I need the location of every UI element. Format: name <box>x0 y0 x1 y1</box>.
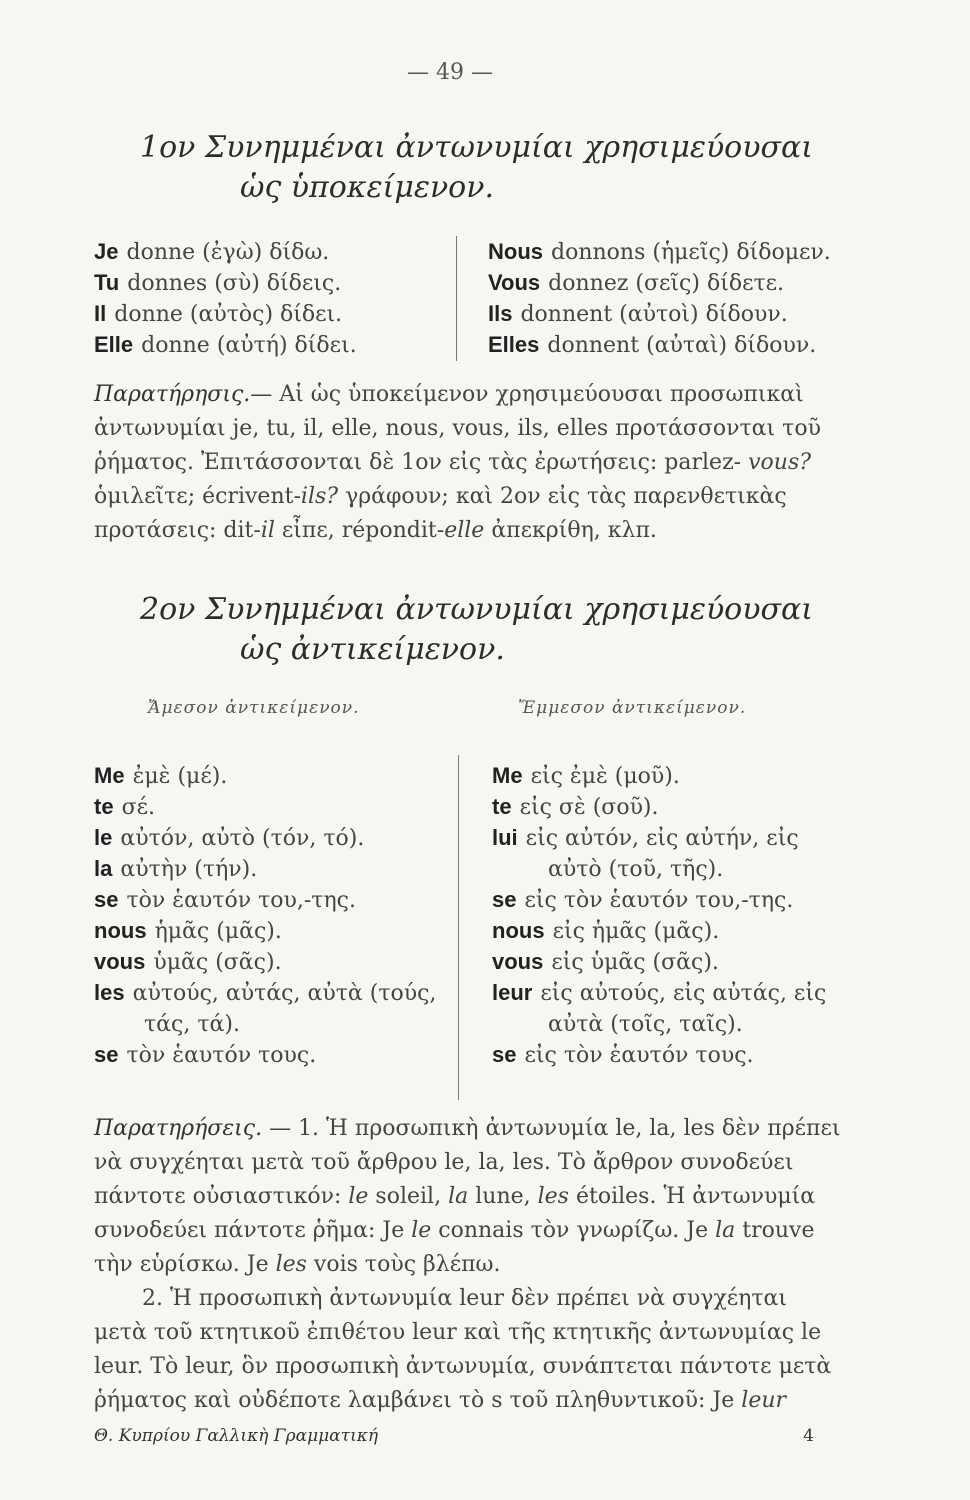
conjugation-row: Tu donnes (σὺ) δίδεις. <box>94 270 342 296</box>
pronoun-row: Me εἰς ἐμὲ (μοῦ). <box>492 763 680 789</box>
pronoun-row: lui εἰς αὐτόν, εἰς αὐτήν, εἰς <box>492 825 799 851</box>
remark2-paragraph: Παρατηρήσεις. — 1. Ἡ προσωπικὴ ἀντωνυμία le, la, les δὲν πρέπει νὰ συγχέηται μετὰ τοῦ ἄρθρου le, la, les. Τὸ ἄρθρον συνοδεύει πάντοτε οὐσιαστικόν: le soleil, la lune, les étoiles. Ἡ ἀντωνυμία συνοδεύει πάντοτε ῥῆμα: Je le connais τὸν γνωρίζω. Je la trouve τὴν εὑρίσκω. Je les vois τοὺς βλέπω. 2. Ἡ προσωπικὴ ἀντωνυμία leur δὲν πρέπει νὰ συγχέηται μετὰ τοῦ κτητικοῦ ἐπιθέτου leur καὶ τῆς κτητικῆς ἀντωνυμίας le leur. Τὸ leur, ὃν προσωπικὴ ἀντωνυμία, συνάπτεται πάντοτε μετὰ ῥήματος καὶ οὐδέποτε λαμβάνει τὸ s τοῦ πληθυντικοῦ: Je leur <box>94 1112 842 1418</box>
conjugation-row: Il donne (αὐτὸς) δίδει. <box>94 301 343 327</box>
pronoun-row: se τὸν ἑαυτόν τους. <box>94 1042 317 1068</box>
pronoun-row-continuation: αὐτὸ (τοῦ, τῆς). <box>548 857 724 882</box>
footer-author-title: Θ. Κυπρίου Γαλλικὴ Γραμματική <box>94 1426 379 1446</box>
remark2-note2: 2. Ἡ προσωπικὴ ἀντωνυμία leur δὲν πρέπει νὰ συγχέηται μετὰ τοῦ κτητικοῦ ἐπιθέτου leur καὶ τῆς κτητικῆς ἀντωνυμίας le leur. Τὸ leur, ὃν προσωπικὴ ἀντωνυμία, συνάπτεται πάντοτε μετὰ ῥήματος καὶ οὐδέποτε λαμβάνει τὸ s τοῦ πληθυντικοῦ: Je leur <box>94 1286 832 1413</box>
conjugation-row: Vous donnez (σεῖς) δίδετε. <box>488 270 785 296</box>
pronoun-row-continuation: αὐτὰ (τοῖς, ταῖς). <box>548 1012 743 1037</box>
column-divider <box>456 236 457 361</box>
pronoun-row: vous ὑμᾶς (σᾶς). <box>94 949 282 975</box>
conjugation-row: Je donne (ἐγὼ) δίδω. <box>94 239 330 265</box>
section2-title-line2: ὡς ἀντικείμενον. <box>240 632 505 667</box>
section1-title-line1: 1ον Συνημμέναι ἀντωνυμίαι χρησιμεύουσαι <box>140 130 813 165</box>
pronoun-row: la αὐτὴν (τήν). <box>94 856 258 882</box>
pronoun-row: te εἰς σὲ (σοῦ). <box>492 794 659 820</box>
remark1-heading: Παρατήρησις. <box>94 382 251 407</box>
section2-left-column <box>94 760 436 1070</box>
pronoun-row: se εἰς τὸν ἑαυτόν του,-της. <box>492 887 794 913</box>
pronoun-row: les αὐτούς, αὐτάς, αὐτὰ (τούς, <box>94 980 437 1006</box>
section1-title <box>140 128 813 208</box>
conjugation-row: Ils donnent (αὐτοὶ) δίδουν. <box>488 301 788 327</box>
section1-right-column <box>488 236 831 360</box>
pronoun-row: Me ἐμὲ (μέ). <box>94 763 228 789</box>
section1-title-line2: ὡς ὑποκείμενον. <box>240 170 495 205</box>
pronoun-row: nous εἰς ἡμᾶς (μᾶς). <box>492 918 720 944</box>
pronoun-row: se εἰς τὸν ἑαυτόν τους. <box>492 1042 754 1068</box>
pronoun-row: le αὐτόν, αὐτὸ (τόν, τό). <box>94 825 365 851</box>
page-footer <box>94 1426 834 1446</box>
pronoun-row: se τὸν ἑαυτόν του,-της. <box>94 887 356 913</box>
section1-left-column <box>94 236 357 360</box>
conjugation-row: Elles donnent (αὐταὶ) δίδουν. <box>488 332 817 358</box>
section2-title-line1: 2ον Συνημμέναι ἀντωνυμίαι χρησιμεύουσαι <box>140 592 813 627</box>
conjugation-row: Nous donnons (ἡμεῖς) δίδομεν. <box>488 239 831 265</box>
pronoun-row: te σέ. <box>94 794 155 820</box>
column-divider <box>458 755 459 1100</box>
section2-title <box>140 590 813 670</box>
section2-right-column <box>492 760 826 1070</box>
signature-mark: 4 <box>803 1426 814 1446</box>
direct-object-subheading: Ἄμεσον ἀντικείμενον. <box>148 698 360 718</box>
remark2-heading: Παρατηρήσεις. <box>94 1116 263 1141</box>
pronoun-row: leur εἰς αὐτούς, εἰς αὐτάς, εἰς <box>492 980 827 1006</box>
indirect-object-subheading: Ἔμμεσον ἀντικείμενον. <box>518 698 747 718</box>
conjugation-row: Elle donne (αὐτή) δίδει. <box>94 332 357 358</box>
pronoun-row-continuation: τάς, τά). <box>144 1012 240 1037</box>
page-number: — 49 — <box>407 60 493 85</box>
remark1-paragraph: Παρατήρησις.— Αἱ ὡς ὑποκείμενον χρησιμεύουσαι προσωπικαὶ ἀντωνυμίαι je, tu, il, elle, nous, vous, ils, elles προτάσσονται τοῦ ῥήματος. Ἐπιτάσσονται δὲ 1ον εἰς τὰς ἐρωτήσεις: parlez- vous? ὁμιλεῖτε; écrivent-ils? γράφουν; καὶ 2ον εἰς τὰς παρενθετικὰς προτάσεις: dit-il εἶπε, répondit-elle ἀπεκρίθη, κλπ. <box>94 382 821 543</box>
pronoun-row: nous ἡμᾶς (μᾶς). <box>94 918 282 944</box>
pronoun-row: vous εἰς ὑμᾶς (σᾶς). <box>492 949 719 975</box>
